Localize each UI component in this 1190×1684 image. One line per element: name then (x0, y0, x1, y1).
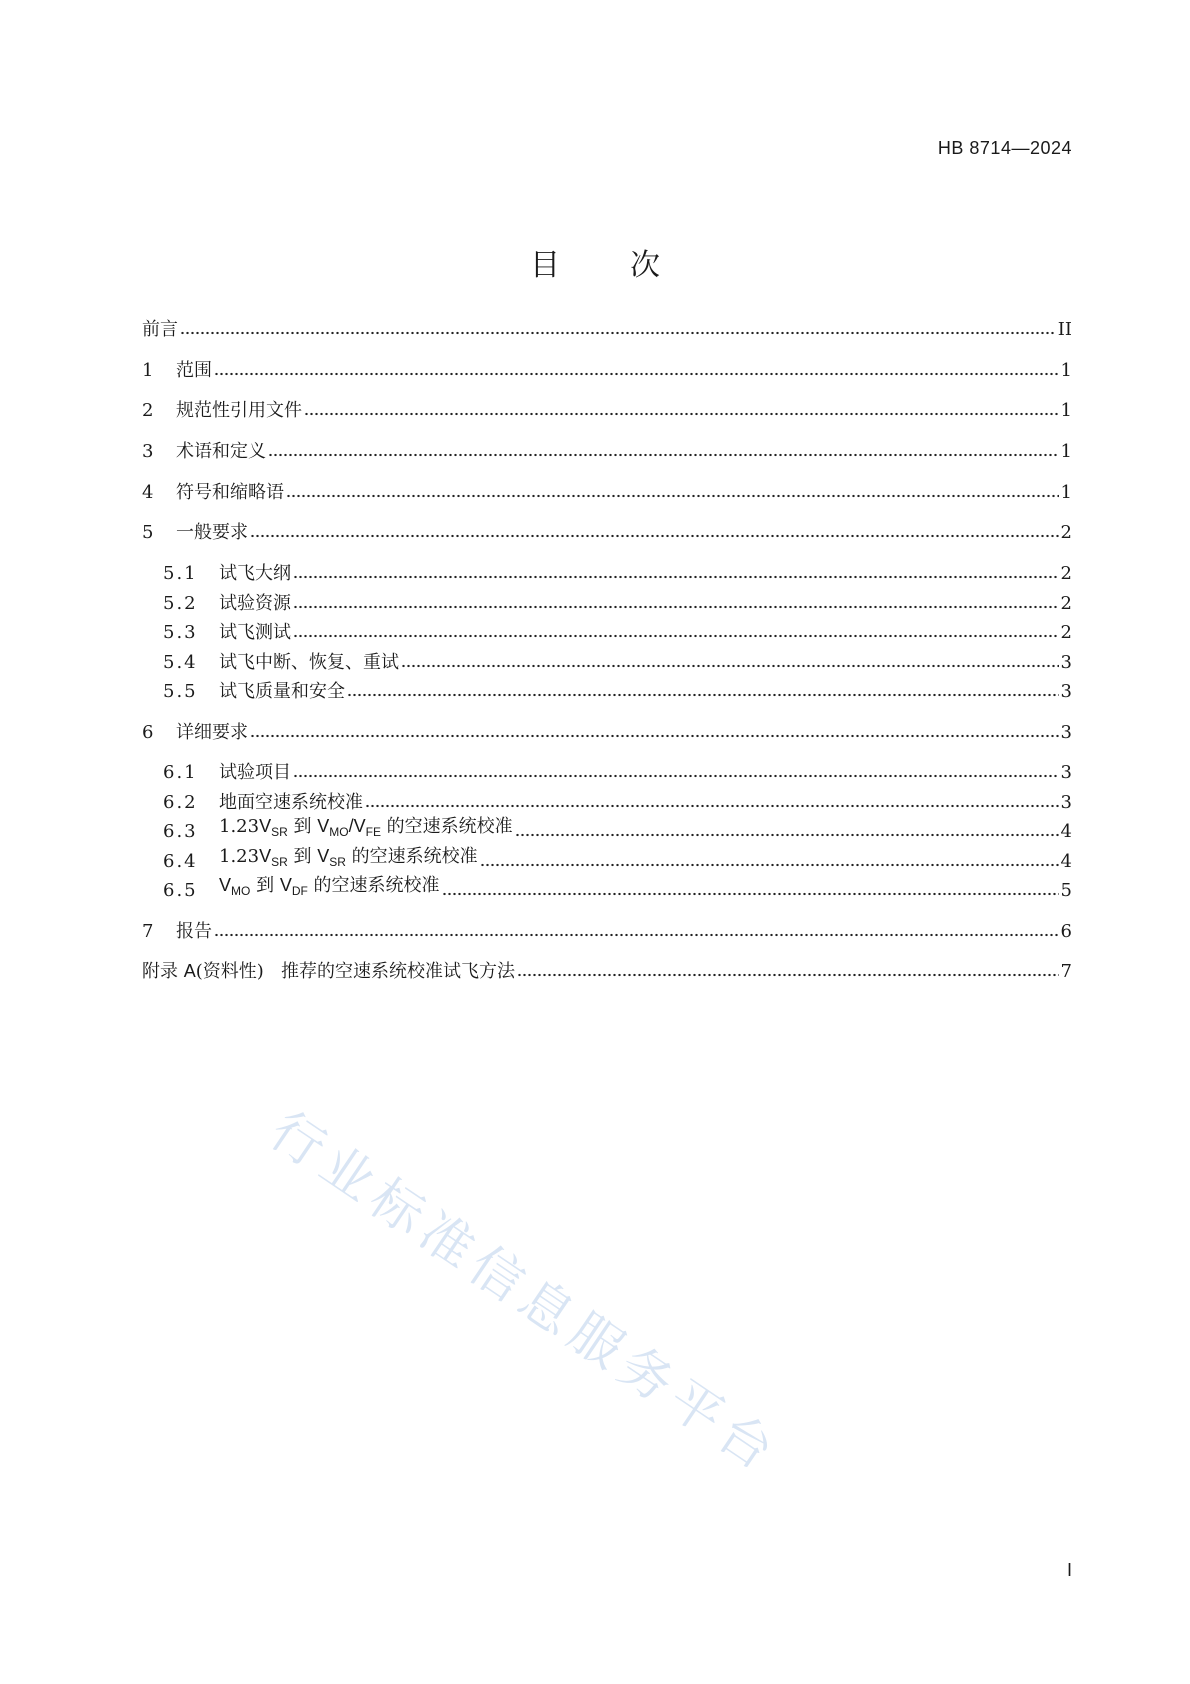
toc-page-number: 2 (1060, 593, 1072, 614)
toc-entry-5-5[interactable]: 5.5 试飞质量和安全 3 (163, 681, 1072, 702)
dot-leader (293, 575, 1059, 579)
toc-entry-5[interactable]: 5 一般要求 2 (142, 522, 1072, 543)
toc-entry-annex-a[interactable] (142, 960, 1072, 984)
dot-leader (180, 331, 1056, 335)
dot-leader (268, 453, 1059, 457)
dot-leader (286, 494, 1059, 498)
toc-entry-label: $1.23V_{SR}$ 到 $V_{MO}/V_{FE}$ 的空速系统校准 (219, 816, 513, 839)
toc-entry-4[interactable]: 4 符号和缩略语 1 (142, 482, 1072, 503)
toc-entry-1[interactable]: 1 范围 1 (142, 360, 1072, 381)
toc-entry-6[interactable]: 6 详细要求 3 (142, 722, 1072, 743)
dot-leader (293, 774, 1059, 778)
toc-entry-6-5[interactable]: 6.5 $V_{MO}$ 到 $V_{DF}$ 的空速系统校准 5 (163, 875, 1072, 901)
toc-entry-5-2[interactable]: 5.2 试验资源 2 (163, 593, 1072, 614)
toc-page-number: II (1057, 319, 1072, 340)
dot-leader (293, 605, 1059, 609)
dot-leader (517, 973, 1059, 977)
toc-entry-label: $1.23V_{SR}$ 到 $V_{SR}$ 的空速系统校准 (219, 846, 478, 869)
toc-page-number: 3 (1060, 722, 1072, 743)
toc-entry-6-2[interactable]: 6.2 地面空速系统校准 3 (163, 792, 1072, 813)
toc-page-number: 4 (1060, 851, 1072, 872)
toc-page-number: 1 (1060, 482, 1072, 503)
toc-page-number: 7 (1060, 961, 1072, 982)
dot-leader (515, 833, 1059, 837)
toc-page-number: 6 (1060, 921, 1072, 942)
toc-entry-5-1[interactable]: 5.1 试飞大纲 2 (163, 563, 1072, 584)
dot-leader (304, 412, 1059, 416)
toc-entry-7[interactable]: 7 报告 6 (142, 921, 1072, 942)
dot-leader (293, 634, 1059, 638)
toc-page-number: 3 (1060, 792, 1072, 813)
toc-entry-foreword[interactable]: 前言 II (142, 319, 1072, 340)
dot-leader (401, 664, 1059, 668)
dot-leader (214, 372, 1059, 376)
toc-entry-6-1[interactable]: 6.1 试验项目 3 (163, 762, 1072, 783)
document-code: HB 8714—2024 (937, 138, 1072, 158)
dot-leader (347, 693, 1059, 697)
toc-page-number: 3 (1060, 652, 1072, 673)
toc-entry-6-3[interactable]: 6.3 $1.23V_{SR}$ 到 $V_{MO}/V_{FE}$ 的空速系统校准 4 (163, 816, 1072, 842)
toc-page-number: 5 (1060, 880, 1072, 901)
toc-entry-3[interactable]: 3 术语和定义 1 (142, 441, 1072, 462)
toc-entry-label: $V_{MO}$ 到 $V_{DF}$ 的空速系统校准 (219, 875, 440, 898)
dot-leader (365, 804, 1059, 808)
dot-leader (442, 892, 1059, 896)
toc-page-number: 3 (1060, 762, 1072, 783)
toc-page-number: 1 (1060, 360, 1072, 381)
toc-entry-2[interactable]: 2 规范性引用文件 1 (142, 400, 1072, 421)
toc-page-number: 1 (1060, 400, 1072, 421)
page-title: 目 次 (530, 248, 660, 283)
toc-page-number: 3 (1060, 681, 1072, 702)
dot-leader (480, 863, 1059, 867)
toc-page-number: 2 (1060, 563, 1072, 584)
toc-entry-5-4[interactable]: 5.4 试飞中断、恢复、重试 3 (163, 652, 1072, 673)
toc-entry-6-4[interactable]: 6.4 $1.23V_{SR}$ 到 $V_{SR}$ 的空速系统校准 4 (163, 846, 1072, 872)
page-number: I (1066, 1560, 1072, 1580)
dot-leader (250, 534, 1059, 538)
toc-entry-label: 附录 A(资料性) 推荐的空速系统校准试飞方法 (142, 961, 515, 982)
toc-page-number: 2 (1060, 522, 1072, 543)
toc-page-number: 1 (1060, 441, 1072, 462)
toc-page-number: 4 (1060, 821, 1072, 842)
dot-leader (214, 933, 1059, 937)
toc-entry-5-3[interactable]: 5.3 试飞测试 2 (163, 622, 1072, 643)
toc-page-number: 2 (1060, 622, 1072, 643)
dot-leader (250, 734, 1059, 738)
watermark-text: 行业标准信息服务平台 (259, 1100, 791, 1487)
